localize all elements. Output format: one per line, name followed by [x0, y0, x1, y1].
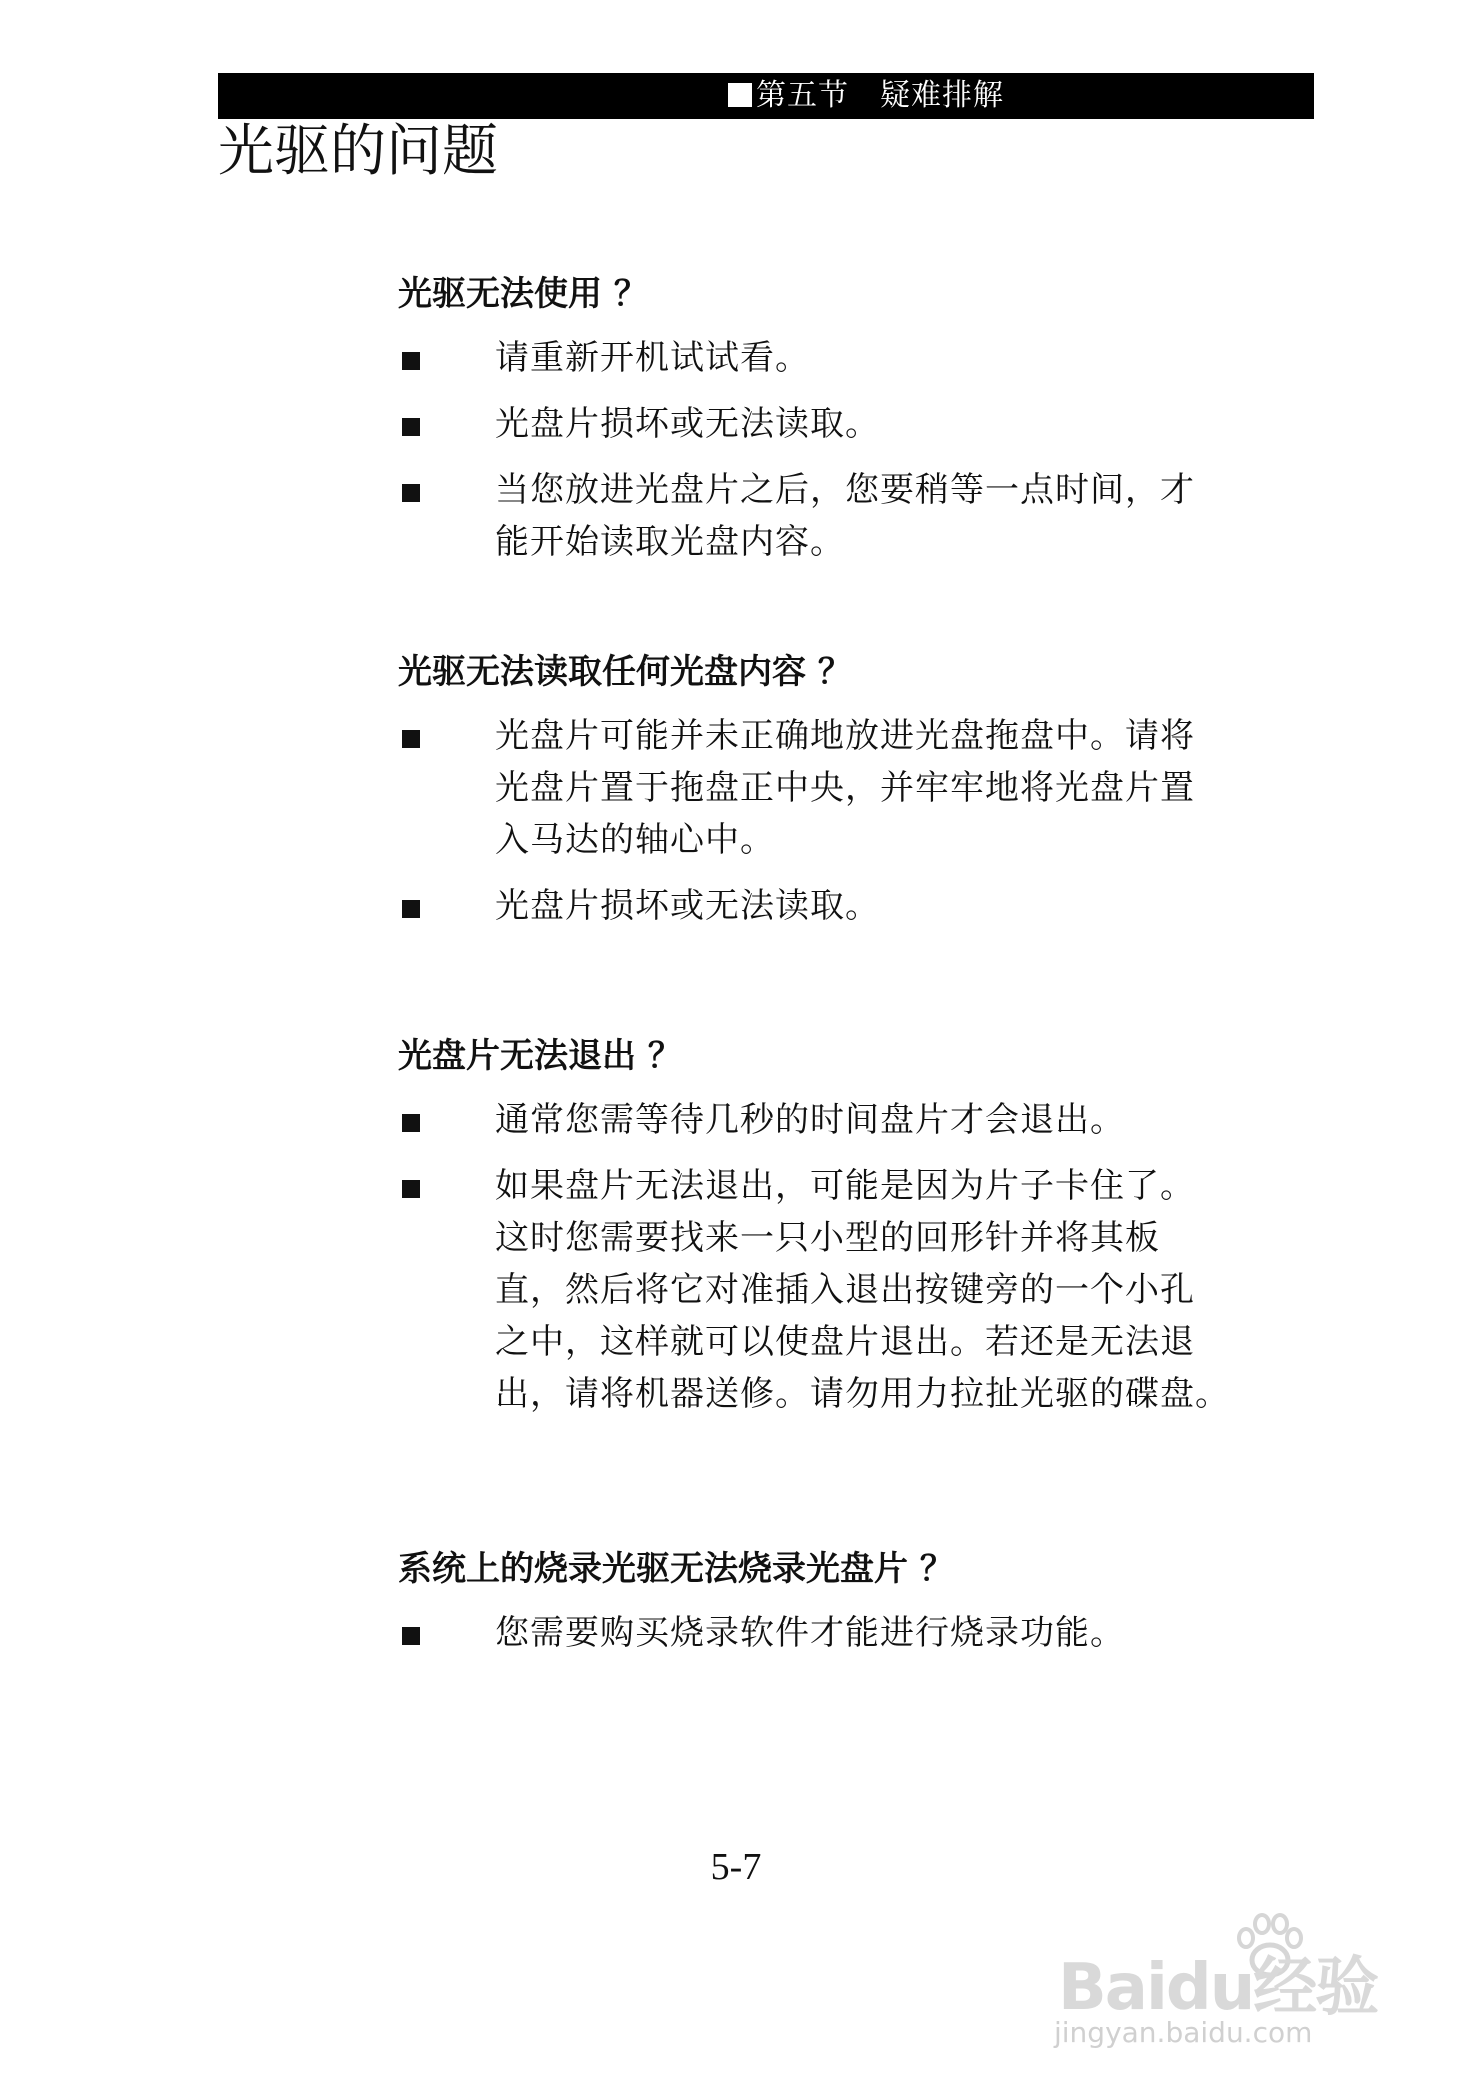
square-bullet-icon	[402, 352, 420, 370]
baidu-jingyan-watermark	[1040, 1908, 1440, 2058]
list-item-text: 光盘片损坏或无法读取。	[495, 404, 880, 444]
list-item	[398, 710, 1338, 866]
square-bullet-icon	[402, 900, 420, 918]
faq-section	[398, 1543, 1338, 1673]
section-heading: 光盘片无法退出 ？	[398, 1036, 682, 1076]
list-item	[398, 1607, 1338, 1659]
list-item-text: 通常您需等待几秒的时间盘片才会退出。	[495, 1100, 1125, 1140]
list-item-text: 如果盘片无法退出，可能是因为片子卡住了。 这时您需要找来一只小型的回形针并将其板 直，然后将它对准插入退出按键旁的一个小孔 之中，这样就可以使盘片退出。若还是无法退 出，请将机器送修。请勿用力拉扯光驱的碟盘。	[495, 1166, 1230, 1414]
faq-section	[398, 268, 1338, 582]
list-item	[398, 398, 1338, 450]
list-item	[398, 332, 1338, 384]
list-item	[398, 1094, 1338, 1146]
faq-section	[398, 1030, 1338, 1434]
square-bullet-icon	[402, 730, 420, 748]
square-bullet-icon	[728, 83, 752, 107]
section-header	[728, 77, 1004, 115]
section-heading: 光驱无法读取任何光盘内容 ？	[398, 652, 852, 692]
list-item-text: 您需要购买烧录软件才能进行烧录功能。	[495, 1613, 1125, 1653]
section-header-label: 第五节 疑难排解	[756, 78, 1004, 113]
bullet-list	[398, 710, 1338, 932]
list-item-text: 请重新开机试试看。	[495, 338, 810, 378]
list-item-text: 光盘片可能并未正确地放进光盘拖盘中。请将 光盘片置于拖盘正中央，并牢牢地将光盘片置 入马达的轴心中。	[495, 716, 1195, 860]
page-number: 5-7	[710, 1846, 762, 1888]
list-item	[398, 1160, 1338, 1420]
bullet-list	[398, 1094, 1338, 1420]
watermark-logo: Baidu经验	[1058, 1951, 1378, 2025]
square-bullet-icon	[402, 1114, 420, 1132]
square-bullet-icon	[402, 418, 420, 436]
section-heading: 系统上的烧录光驱无法烧录光盘片 ？	[398, 1549, 954, 1589]
page-title: 光驱的问题	[218, 119, 498, 184]
bullet-list	[398, 332, 1338, 568]
list-item-text: 光盘片损坏或无法读取。	[495, 886, 880, 926]
list-item-text: 当您放进光盘片之后，您要稍等一点时间，才 能开始读取光盘内容。	[495, 470, 1195, 562]
list-item	[398, 880, 1338, 932]
square-bullet-icon	[402, 484, 420, 502]
section-header-bar	[218, 73, 1314, 119]
bullet-list	[398, 1607, 1338, 1659]
watermark-site: jingyan.baidu.com	[1054, 2016, 1313, 2049]
square-bullet-icon	[402, 1180, 420, 1198]
section-heading: 光驱无法使用 ？	[398, 274, 648, 314]
square-bullet-icon	[402, 1627, 420, 1645]
list-item	[398, 464, 1338, 568]
faq-section	[398, 646, 1338, 946]
